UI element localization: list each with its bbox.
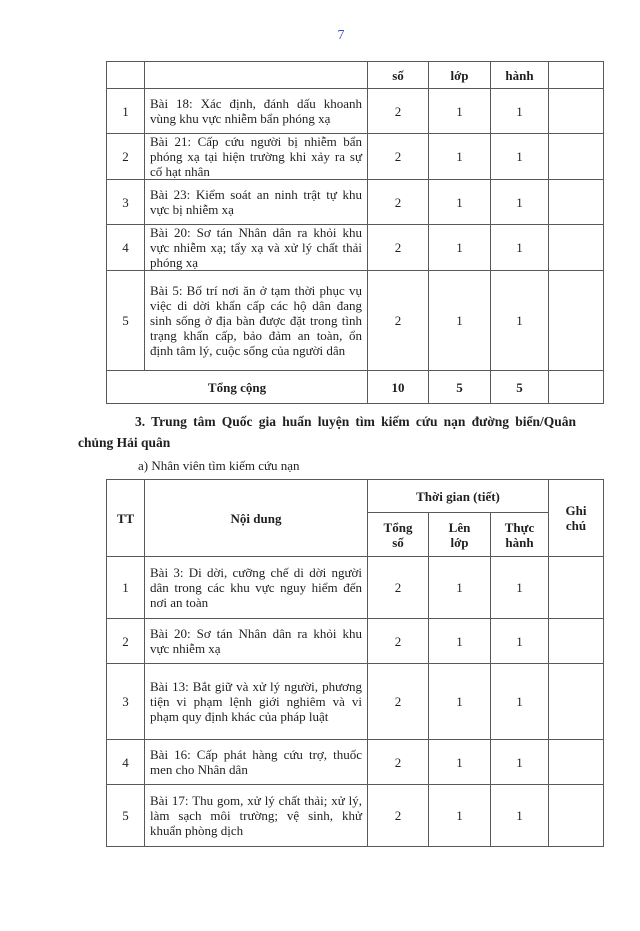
cell-total-tong-so: 10 (368, 371, 429, 404)
cell-thuc-hanh: 1 (491, 557, 549, 619)
subsection-label: a) Nhân viên tìm kiếm cứu nạn (138, 458, 300, 473)
cell-content: Bài 20: Sơ tán Nhân dân ra khỏi khu vực nhiễm xạ (145, 619, 368, 664)
cell-ghi-chu (549, 89, 604, 134)
table-radiation-training-continuation (106, 61, 604, 404)
cell-content: Bài 20: Sơ tán Nhân dân ra khỏi khu vực nhiễm xạ; tẩy xạ và xử lý chất thải phóng xạ (145, 225, 368, 271)
table-rescue-staff-training (106, 479, 604, 847)
table-header-row (107, 480, 604, 513)
table-row (107, 225, 604, 271)
cell-stt: 3 (107, 664, 145, 740)
cell-ghi-chu (549, 557, 604, 619)
cell-ghi-chu (549, 740, 604, 785)
cell-stt: 5 (107, 271, 145, 371)
cell-stt: 4 (107, 740, 145, 785)
cell-content: Bài 16: Cấp phát hàng cứu trợ, thuốc men cho Nhân dân (145, 740, 368, 785)
cell-content: Bài 23: Kiểm soát an ninh trật tự khu vực bị nhiễm xạ (145, 180, 368, 225)
cell-total-thuc-hanh: 5 (491, 371, 549, 404)
table-row (107, 180, 604, 225)
cell-tong-so: 2 (368, 180, 429, 225)
cell-len-lop: 1 (429, 180, 491, 225)
table-row (107, 271, 604, 371)
cell-stt: 3 (107, 180, 145, 225)
cell-len-lop: 1 (429, 619, 491, 664)
page-number: 7 (337, 28, 345, 43)
cell-len-lop: 1 (429, 225, 491, 271)
cell-ghi-chu (549, 134, 604, 180)
cell-len-lop: 1 (429, 134, 491, 180)
cell-content: Bài 17: Thu gom, xử lý chất thải; xử lý, làm sạch môi trường; vệ sinh, khử khuẩn phòng dịch (145, 785, 368, 847)
cell-len-lop: 1 (429, 89, 491, 134)
cell-stt: 2 (107, 134, 145, 180)
cell-total-len-lop: 5 (429, 371, 491, 404)
cell-total-label: Tổng cộng (107, 371, 368, 404)
cell-len-lop: 1 (429, 557, 491, 619)
cell-stt: 1 (107, 557, 145, 619)
header-thuc-hanh: Thực hành (491, 513, 549, 557)
cell-ghi-chu (549, 180, 604, 225)
header-tong-so: Tổng số (368, 513, 429, 557)
cell-tong-so: 2 (368, 271, 429, 371)
cell-content: Bài 21: Cấp cứu người bị nhiễm bẩn phóng xạ tại hiện trường khi xảy ra sự cố hạt nhân (145, 134, 368, 180)
table-total-row (107, 371, 604, 404)
cell-ghi-chu (549, 225, 604, 271)
cell-tong-so: 2 (368, 740, 429, 785)
cell-ghi-chu (549, 371, 604, 404)
cell-ghi-chu (549, 664, 604, 740)
header-ghi-chu: Ghi chú (549, 480, 604, 557)
cell-len-lop: 1 (429, 664, 491, 740)
cell-tong-so: 2 (368, 785, 429, 847)
header-tong-so-fragment: số (368, 62, 429, 89)
header-len-lop: Lên lớp (429, 513, 491, 557)
cell-thuc-hanh: 1 (491, 664, 549, 740)
table-row (107, 619, 604, 664)
table-row (107, 557, 604, 619)
table-header-continuation-row (107, 62, 604, 89)
table-row (107, 785, 604, 847)
cell-content: Bài 3: Di dời, cưỡng chế di dời người dân trong các khu vực nguy hiểm đến nơi an toàn (145, 557, 368, 619)
cell-thuc-hanh: 1 (491, 225, 549, 271)
cell-stt: 1 (107, 89, 145, 134)
table-row (107, 134, 604, 180)
cell-empty (549, 62, 604, 89)
cell-stt: 5 (107, 785, 145, 847)
cell-thuc-hanh: 1 (491, 271, 549, 371)
cell-tong-so: 2 (368, 557, 429, 619)
header-len-lop-fragment: lớp (429, 62, 491, 89)
cell-stt: 4 (107, 225, 145, 271)
cell-len-lop: 1 (429, 740, 491, 785)
header-thoi-gian: Thời gian (tiết) (368, 480, 549, 513)
cell-empty (145, 62, 368, 89)
cell-content: Bài 18: Xác định, đánh dấu khoanh vùng khu vực nhiễm bẩn phóng xạ (145, 89, 368, 134)
cell-thuc-hanh: 1 (491, 89, 549, 134)
cell-thuc-hanh: 1 (491, 785, 549, 847)
cell-ghi-chu (549, 271, 604, 371)
section-heading: 3. Trung tâm Quốc gia huấn luyện tìm kiếm cứu nạn đường biển/Quân chủng Hải quân (78, 414, 576, 450)
cell-thuc-hanh: 1 (491, 619, 549, 664)
header-noi-dung: Nội dung (145, 480, 368, 557)
table-row (107, 89, 604, 134)
cell-content: Bài 5: Bố trí nơi ăn ở tạm thời phục vụ việc di dời khẩn cấp các hộ dân đang sinh sống ở địa bàn được đặt trong tình trạng khẩn cấp, bảo đảm an toàn, ổn định tâm lý, cuộc sống của người dân (145, 271, 368, 371)
cell-ghi-chu (549, 785, 604, 847)
cell-tong-so: 2 (368, 134, 429, 180)
cell-len-lop: 1 (429, 785, 491, 847)
header-thuc-hanh-fragment: hành (491, 62, 549, 89)
cell-thuc-hanh: 1 (491, 180, 549, 225)
cell-thuc-hanh: 1 (491, 134, 549, 180)
cell-empty (107, 62, 145, 89)
cell-thuc-hanh: 1 (491, 740, 549, 785)
cell-ghi-chu (549, 619, 604, 664)
table-row (107, 664, 604, 740)
cell-len-lop: 1 (429, 271, 491, 371)
cell-content: Bài 13: Bắt giữ và xử lý người, phương tiện vi phạm lệnh giới nghiêm và vi phạm quy định khác của pháp luật (145, 664, 368, 740)
cell-tong-so: 2 (368, 664, 429, 740)
cell-tong-so: 2 (368, 89, 429, 134)
table-row (107, 740, 604, 785)
header-tt: TT (107, 480, 145, 557)
cell-tong-so: 2 (368, 225, 429, 271)
cell-stt: 2 (107, 619, 145, 664)
cell-tong-so: 2 (368, 619, 429, 664)
